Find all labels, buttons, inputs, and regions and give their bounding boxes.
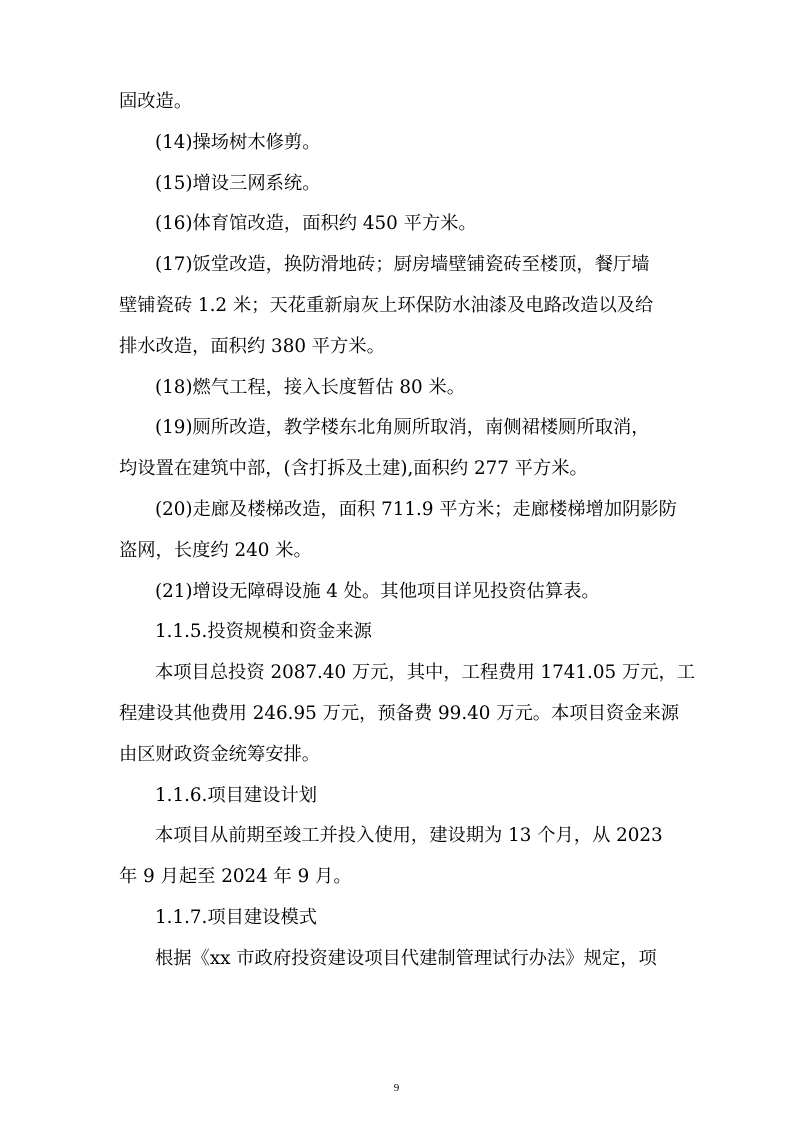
list-item-18: (18)燃气工程，接入长度暂估 80 米。 [155,376,466,398]
section-heading-1-1-7: 1.1.7.项目建设模式 [155,906,318,928]
list-item-17-cont: 排水改造，面积约 380 平方米。 [119,335,385,357]
list-item-16: (16)体育馆改造，面积约 450 平方米。 [155,213,477,235]
paragraph-line: 由区财政资金统筹安排。 [119,743,321,765]
paragraph-line: 本项目从前期至竣工并投入使用，建设期为 13 个月，从 2023 [155,825,663,847]
list-item-19-cont: 均设置在建筑中部，(含打拆及土建),面积约 277 平方米。 [119,458,588,480]
paragraph-line: 年 9 月起至 2024 年 9 月。 [119,866,352,888]
paragraph-line: 本项目总投资 2087.40 万元，其中，工程费用 1741.05 万元，工 [155,662,696,684]
section-heading-1-1-5: 1.1.5.投资规模和资金来源 [155,621,372,643]
paragraph-line: 根据《xx 市政府投资建设项目代建制管理试行办法》规定，项 [155,947,657,969]
body-text [119,82,696,980]
section-heading-1-1-6: 1.1.6.项目建设计划 [155,784,318,806]
page-number: 9 [393,1082,400,1094]
paragraph-line: 程建设其他费用 246.95 万元，预备费 99.40 万元。本项目资金来源 [119,702,680,724]
list-item-17: (17)饭堂改造，换防滑地砖；厨房墙壁铺瓷砖至楼顶，餐厅墙 [155,254,650,276]
list-item-15: (15)增设三网系统。 [155,172,321,194]
list-item-20-cont: 盗网，长度约 240 米。 [119,539,312,561]
list-item-20: (20)走廊及楼梯改造，面积 711.9 平方米；走廊楼梯增加阴影防 [155,498,677,520]
list-item-14: (14)操场树木修剪。 [155,131,321,153]
list-item-19: (19)厕所改造，教学楼东北角厕所取消，南侧裙楼厕所取消， [155,417,650,439]
list-item-21: (21)增设无障碍设施 4 处。其他项目详见投资估算表。 [155,580,600,602]
list-item-17-cont: 壁铺瓷砖 1.2 米；天花重新扇灰上环保防水油漆及电路改造以及给 [119,294,654,316]
paragraph-line: 固改造。 [119,91,193,112]
